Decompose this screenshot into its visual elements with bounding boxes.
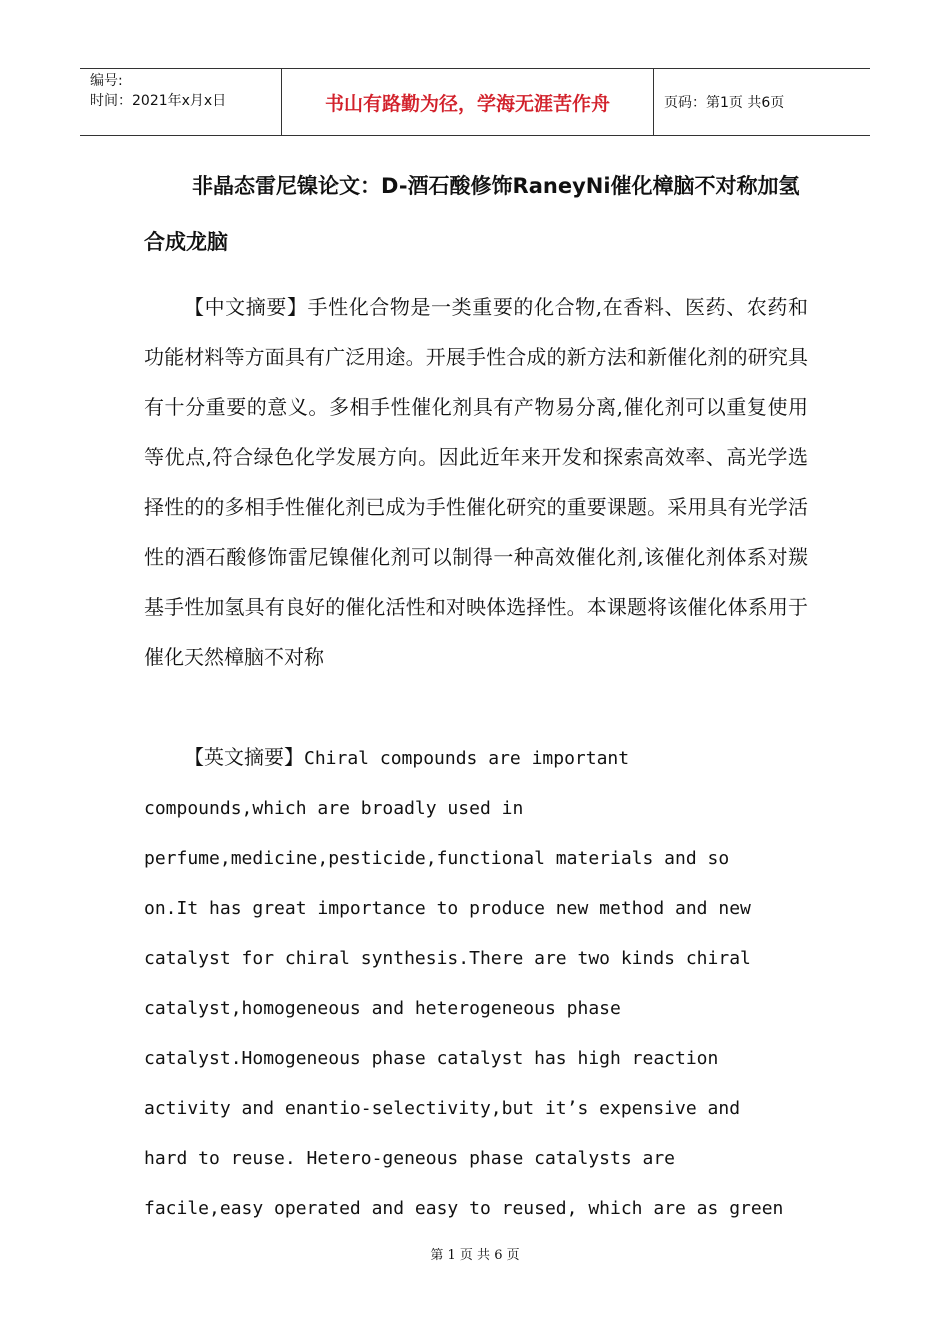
page-footer <box>0 1244 950 1263</box>
english-abstract-line: catalyst for chiral synthesis.There are two kinds chiral <box>144 948 751 969</box>
date-label: 时间：2021年x月x日 <box>90 93 227 109</box>
footer-page-number: 第 1 页 共 6 页 <box>430 1248 520 1263</box>
page-info-text: 页码：第1页 共6页 <box>664 95 785 111</box>
document-header <box>80 68 870 136</box>
chinese-abstract-label: 【中文摘要】 <box>184 295 308 319</box>
header-page-info <box>654 69 870 135</box>
chinese-abstract <box>144 282 808 682</box>
english-abstract-line: activity and enantio-selectivity,but it’s expensive and <box>144 1098 741 1119</box>
motto-text: 书山有路勤为径，学海无涯苦作舟 <box>324 92 610 115</box>
header-motto <box>282 69 654 135</box>
english-abstract-line: 【英文摘要】Chiral compounds are important <box>184 745 630 769</box>
english-abstract-line: hard to reuse. Hetero-geneous phase catalysts are <box>144 1148 676 1169</box>
english-abstract-line: perfume,medicine,pesticide,functional materials and so <box>144 848 730 869</box>
serial-label: 编号: <box>90 73 123 89</box>
english-abstract-line: compounds,which are broadly used in <box>144 798 524 819</box>
document-title: 非晶态雷尼镍论文：D-酒石酸修饰RaneyNi催化樟脑不对称加氢合成龙脑 <box>144 174 800 254</box>
english-abstract-label: 【英文摘要】 <box>184 745 304 769</box>
english-abstract-line: catalyst,homogeneous and heterogeneous phase <box>144 998 621 1019</box>
english-abstract-line: on.It has great importance to produce new method and new <box>144 898 751 919</box>
header-meta <box>80 69 282 135</box>
english-abstract-line: catalyst.Homogeneous phase catalyst has high reaction <box>144 1048 719 1069</box>
english-abstract <box>144 732 808 1234</box>
english-abstract-line: facile,easy operated and easy to reused, which are as green <box>144 1198 784 1219</box>
chinese-abstract-text: 手性化合物是一类重要的化合物,在香料、医药、农药和功能材料等方面具有广泛用途。开展手性合成的新方法和新催化剂的研究具有十分重要的意义。多相手性催化剂具有产物易分离,催化剂可以重复使用等优点,符合绿色化学发展方向。因此近年来开发和探索高效率、高光学选择性的的多相手性催化剂已成为手性催化研究的重要课题。采用具有光学活性的酒石酸修饰雷尼镍催化剂可以制得一种高效催化剂,该催化剂体系对羰基手性加氢具有良好的催化活性和对映体选择性。本课题将该催化体系用于催化天然樟脑不对称 <box>144 295 809 669</box>
